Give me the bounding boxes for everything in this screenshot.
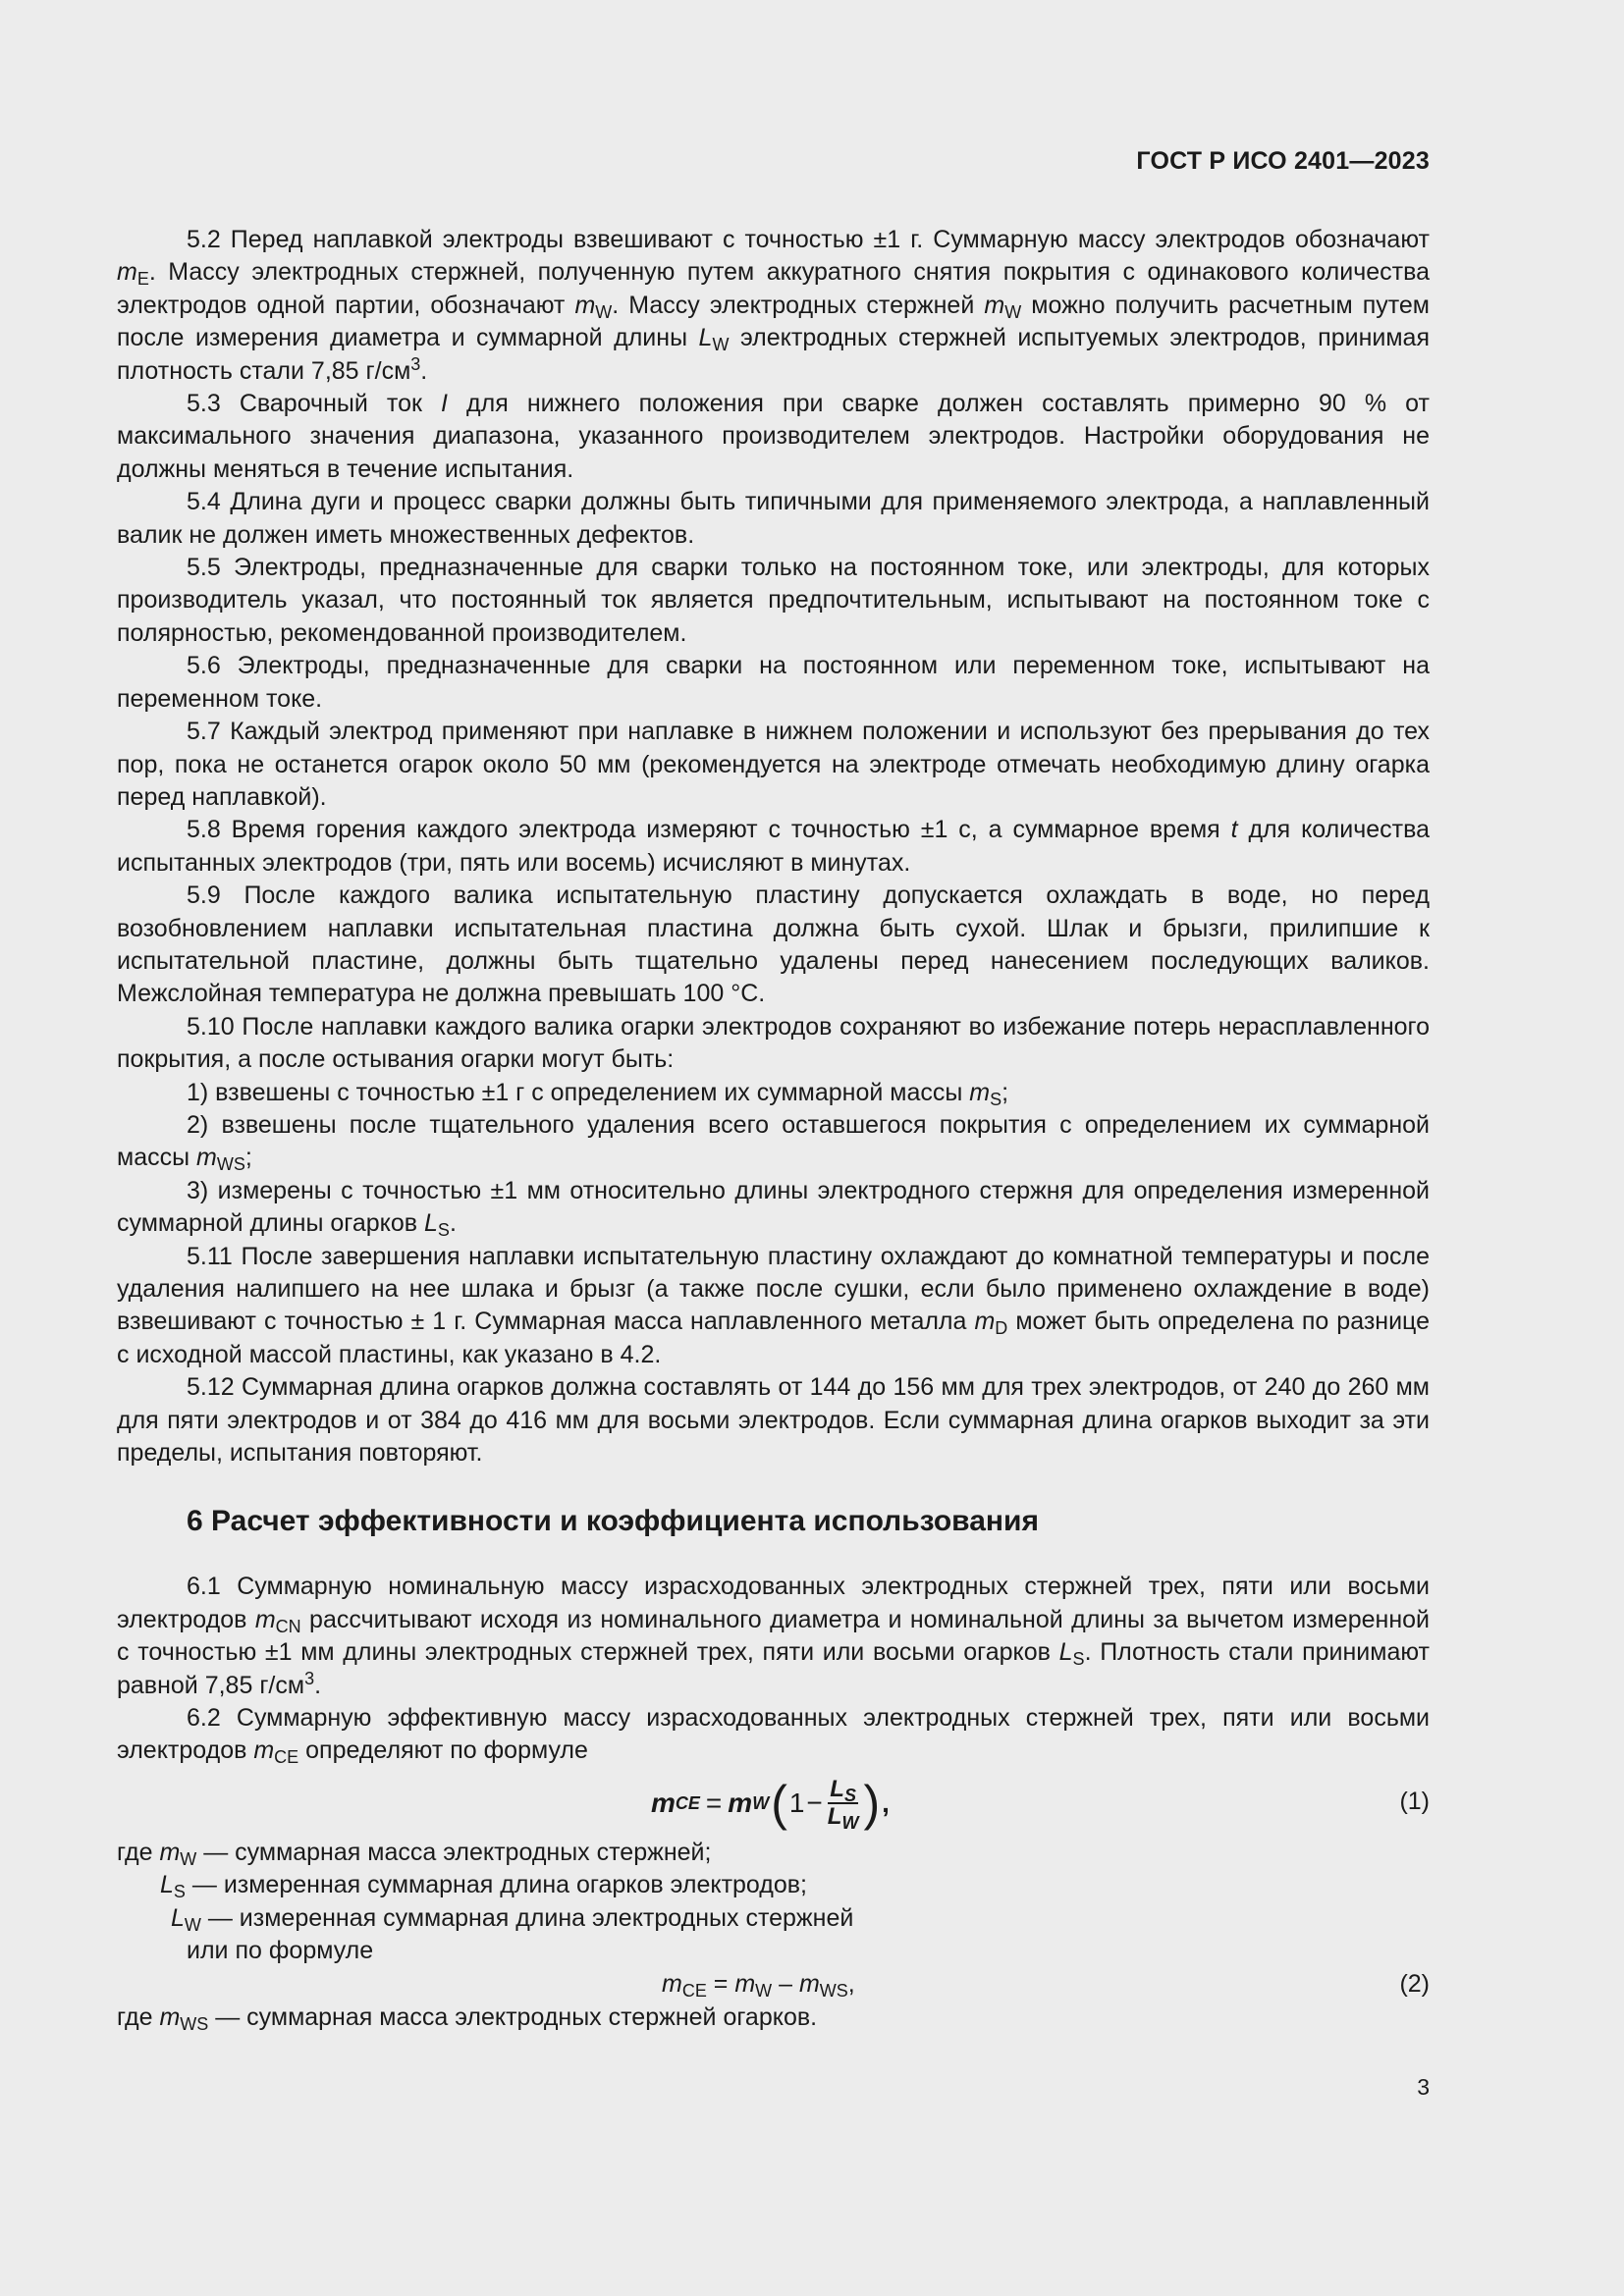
page-number: 3 xyxy=(1417,2074,1430,2100)
paragraph-5-12: 5.12 Суммарная длина огарков должна составлять от 144 до 156 мм для трех электродов, от 240 до 260 мм для пяти электродов и от 384 до 416 мм для восьми электродов. Если суммарная длина огарков выходит за эти пределы, испытания повторяют. xyxy=(117,1373,1430,1468)
paragraph-5-2: 5.2 Перед наплавкой электроды взвешивают с точностью ±1 г. Суммарную массу электродов обозначают $m_E$. Массу электродных стержней, полученную путем аккуратного снятия покрытия с одинакового количества электродов одной партии, обозначают $m_W$. Массу электродных стержней $m_W$ можно получить расчетным путем после измерения диаметра и суммарной длины $L_W$ электродных стержней испытуемых электродов, принимая плотность стали 7,85 $г/см^3$. xyxy=(117,226,1430,385)
formula-1-number: (1) xyxy=(1399,1787,1430,1815)
where-l-w: $L_W$ — измеренная суммарная длина электродных стержней xyxy=(171,1903,854,1935)
where-l-s: $L_S$ — измеренная суммарная длина огарков электродов; xyxy=(160,1871,808,1902)
document-header: ГОСТ Р ИСО 2401—2023 xyxy=(1136,147,1430,175)
formula-1 xyxy=(117,1774,1430,1833)
fraction: $\frac{L_S}{L_W}$ xyxy=(827,1775,859,1833)
section-6-heading: 6 Расчет эффективности и коэффициента использования xyxy=(187,1505,1039,1538)
formula-2-expression: $m_{CE} = m_W - m_{WS}$, xyxy=(662,1969,855,2001)
paragraph-5-9: 5.9 После каждого валика испытательную пластину допускается охлаждать в воде, но перед возобновлением наплавки испытательная пластина должна быть сухой. Шлак и брызги, прилипшие к испытательной пластине, должны быть тщательно удалены перед нанесением последующих валиков. Межслойная температура не должна превышать 100 °C. xyxy=(117,881,1430,1008)
paragraph-5-6: 5.6 Электроды, предназначенные для сварки на постоянном или переменном токе, испытывают на переменном токе. xyxy=(117,652,1430,713)
paragraph-5-4: 5.4 Длина дуги и процесс сварки должны быть типичными для применяемого электрода, а наплавленный валик не должен иметь множественных дефектов. xyxy=(117,488,1430,549)
paragraph-5-11: 5.11 После завершения наплавки испытательную пластину охлаждают до комнатной температуры и после удаления налипшего на нее шлака и брызг (а также после сушки, если было применено охлаждение в воде) взвешивают с точностью ± 1 г. Суммарная масса наплавленного металла $m_D$ может быть определена по разнице с исходной массой пластины, как указано в 4.2. xyxy=(117,1242,1431,1368)
paragraph-5-8: 5.8 Время горения каждого электрода измеряют с точностью ±1 с, а суммарное время t для количества испытанных электродов (три, пять или восемь) исчисляют в минутах. xyxy=(117,816,1430,877)
list-item-3: 3) измерены с точностью ±1 мм относительно длины электродного стержня для определения измеренной суммарной длины огарков $L_S$. xyxy=(117,1176,1430,1241)
paragraph-6-2: 6.2 Суммарную эффективную массу израсходованных электродных стержней трех, пяти или восьми электродов $m_{CE}$ определяют по формуле xyxy=(117,1704,1430,1768)
paragraph-6-1: 6.1 Суммарную номинальную массу израсходованных электродных стержней трех, пяти или восьми электродов $m_{CN}$ рассчитывают исходя из номинального диаметра и номинальной длины за вычетом измеренной с точностью ±1 мм длины электродных стержней трех, пяти или восьми огарков $L_S$. Плотность стали принимают равной 7,85 $г/см^3$. xyxy=(117,1573,1431,1699)
where-m-ws: где $m_{WS}$ — суммарная масса электродных стержней огарков. xyxy=(117,2002,818,2034)
paragraph-5-5: 5.5 Электроды, предназначенные для сварки только на постоянном токе, или электроды, для которых производитель указал, что постоянный ток является предпочтительным, испытывают на постоянном токе с полярностью, рекомендованной производителем. xyxy=(117,554,1430,647)
formula-2 xyxy=(117,1968,1430,2002)
formula-1-expression: m CE = m W ( 1 − $\frac{L_S}{L_W}$ ) , xyxy=(651,1775,890,1833)
paragraph-5-10: 5.10 После наплавки каждого валика огарки электродов сохраняют во избежание потерь нерасплавленного покрытия, а после остывания огарки могут быть: xyxy=(117,1012,1430,1074)
paragraph-5-7: 5.7 Каждый электрод применяют при наплавке в нижнем положении и используют без прерывания до тех пор, пока не останется огарок около 50 мм (рекомендуется на электроде отмечать необходимую длину огарка перед наплавкой). xyxy=(117,718,1430,811)
list-item-2: 2) взвешены после тщательного удаления всего оставшегося покрытия с определением их суммарной массы $m_{WS}$; xyxy=(117,1110,1430,1175)
or-formula-text: или по формуле xyxy=(187,1937,374,1965)
where-m-w: где $m_W$ — суммарная масса электродных стержней; xyxy=(117,1838,712,1869)
formula-2-number: (2) xyxy=(1399,1969,1430,1998)
document-body xyxy=(117,224,1430,2034)
paragraph-5-3: 5.3 Сварочный ток I для нижнего положения при сварке должен составлять примерно 90 % от максимального значения диапазона, указанного производителем электродов. Настройки оборудования не должны меняться в течение испытания. xyxy=(117,390,1430,483)
list-item-1: 1) взвешены с точностью ±1 г с определением их суммарной массы $m_S$; xyxy=(187,1078,1009,1109)
